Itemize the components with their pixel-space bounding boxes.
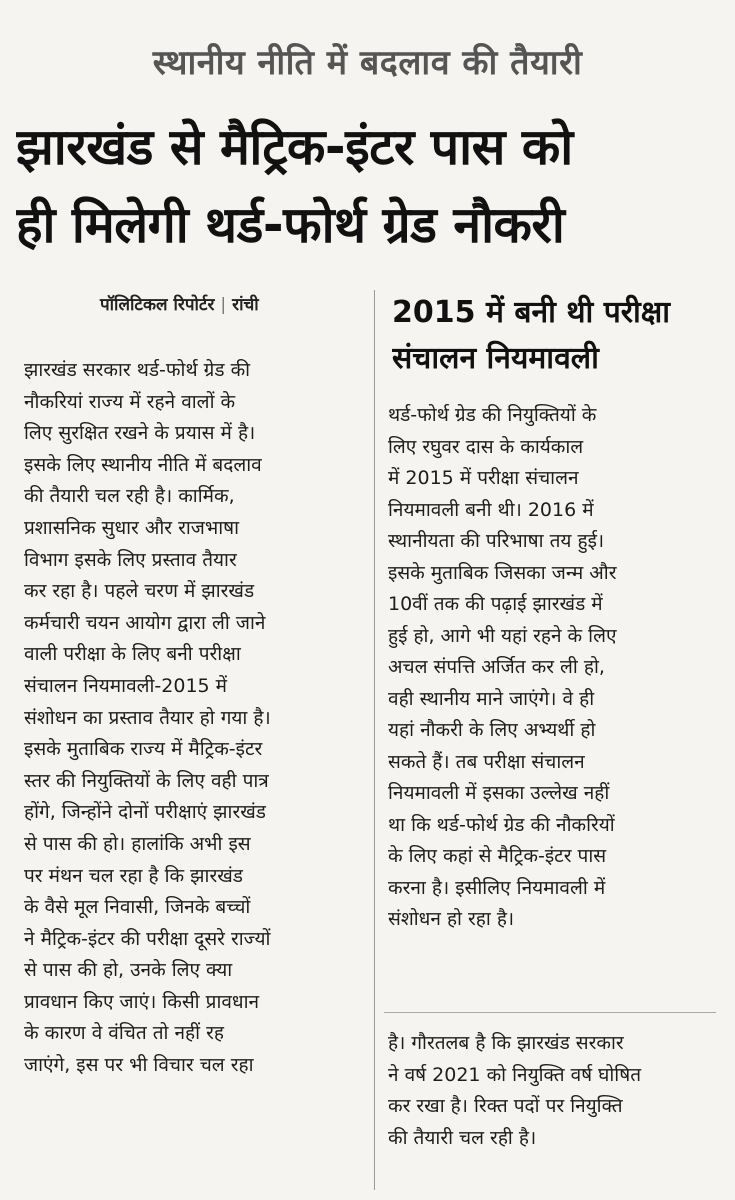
article-right-column (388, 400, 714, 936)
article-text-line: वही स्थानीय माने जाएंगे। वे ही (388, 687, 595, 710)
article-text-line: विभाग इसके लिए प्रस्ताव तैयार (24, 548, 237, 571)
byline-separator: | (220, 295, 227, 315)
main-headline (16, 108, 721, 264)
article-text-line: नियमावली में इसका उल्लेख नहीं (388, 782, 610, 804)
article-text-line: से पास की हो। हालांकि अभी इस (24, 832, 251, 855)
article-text-line: संचालन नियमावली-2015 में (24, 674, 228, 697)
subhead-line-2: संचालन नियमावली (392, 341, 599, 376)
reporter-name: पॉलिटिकल रिपोर्टर (100, 295, 215, 315)
article-text-line: हुई हो, आगे भी यहां रहने के लिए (388, 624, 617, 647)
article-text-line: यहां नौकरी के लिए अभ्यर्थी हो (388, 719, 596, 741)
headline-line-2: ही मिलेगी थर्ड-फोर्थ ग्रेड नौकरी (16, 196, 565, 254)
article-text-line: इसके मुताबिक जिसका जन्म और (388, 561, 617, 584)
article-text-line: कर रहा है। पहले चरण में झारखंड (24, 580, 255, 603)
article-text-line: के वैसे मूल निवासी, जिनके बच्चों (24, 896, 251, 919)
article-text-line: लिए रघुवर दास के कार्यकाल (388, 435, 584, 458)
article-text-line: से पास की हो, उनके लिए क्या (24, 959, 233, 982)
article-text-line: अचल संपत्ति अर्जित कर ली हो, (388, 656, 605, 678)
article-text-line: वाली परीक्षा के लिए बनी परीक्षा (24, 643, 241, 666)
article-text-line: की तैयारी चल रही है। (388, 1126, 537, 1149)
article-text-line: की तैयारी चल रही है। कार्मिक, (24, 485, 235, 508)
article-text-line: स्थानीयता की परिभाषा तय हुई। (388, 530, 605, 552)
article-text-line: थर्ड-फोर्थ ग्रेड की नियुक्तियों के (388, 404, 597, 426)
article-text-line: इसके मुताबिक राज्य में मैट्रिक-इंटर (24, 738, 263, 761)
article-text-line: जाएंगे, इस पर भी विचार चल रहा (24, 1054, 254, 1077)
article-text-line: करना है। इसीलिए नियमावली में (388, 876, 606, 899)
article-text-line: था कि थर्ड-फोर्थ ग्रेड की नौकरियों (388, 813, 615, 836)
article-text-line: के कारण वे वंचित तो नहीं रह (24, 1022, 224, 1045)
article-text-line: संशोधन का प्रस्ताव तैयार हो गया है। (24, 706, 271, 729)
article-text-line: प्रावधान किए जाएं। किसी प्रावधान (24, 990, 260, 1013)
article-text-line: ने मैट्रिक-इंटर की परीक्षा दूसरे राज्यों (24, 927, 271, 950)
article-text-line: पर मंथन चल रहा है कि झारखंड (24, 864, 243, 887)
article-text-line: होंगे, जिन्होंने दोनों परीक्षाएं झारखंड (24, 801, 266, 824)
article-text-line: सकते हैं। तब परीक्षा संचालन (388, 750, 585, 773)
article-text-line: संशोधन हो रहा है। (388, 908, 515, 930)
article-text-line: नौकरियां राज्य में रहने वालों के (24, 390, 236, 413)
article-right-column-continuation (388, 1028, 714, 1154)
kicker-headline: स्थानीय नीति में बदलाव की तैयारी (152, 43, 583, 83)
article-text-line: लिए सुरक्षित रखने के प्रयास में है। (24, 422, 256, 445)
article-text-line: नियमावली बनी थी। 2016 में (388, 498, 594, 521)
article-text-line: कर रखा है। रिक्त पदों पर नियुक्ति (388, 1095, 623, 1117)
article-text-line: झारखंड सरकार थर्ड-फोर्थ ग्रेड की (24, 359, 251, 381)
headline-line-1: झारखंड से मैट्रिक-इंटर पास को (16, 118, 573, 176)
article-text-line: है। गौरतलब है कि झारखंड सरकार (388, 1032, 624, 1054)
article-text-line: इसके लिए स्थानीय नीति में बदलाव (24, 453, 262, 476)
column-divider (374, 290, 375, 1190)
article-text-line: के लिए कहां से मैट्रिक-इंटर पास (388, 845, 607, 867)
subhead-line-1: 2015 में बनी थी परीक्षा (392, 295, 671, 330)
article-text-line: कर्मचारी चयन आयोग द्वारा ली जाने (24, 611, 266, 634)
article-text-line: में 2015 में परीक्षा संचालन (388, 467, 579, 489)
article-text-line: प्रशासनिक सुधार और राजभाषा (24, 516, 240, 539)
article-text-line: 10वीं तक की पढ़ाई झारखंड में (388, 593, 603, 615)
dateline-city: रांची (232, 295, 259, 315)
byline (100, 292, 259, 315)
article-left-column (24, 355, 364, 1082)
subheadline (392, 290, 712, 382)
section-rule (384, 1012, 716, 1013)
article-text-line: स्तर की नियुक्तियों के लिए वही पात्र (24, 769, 269, 792)
article-text-line: ने वर्ष 2021 को नियुक्ति वर्ष घोषित (388, 1063, 642, 1086)
